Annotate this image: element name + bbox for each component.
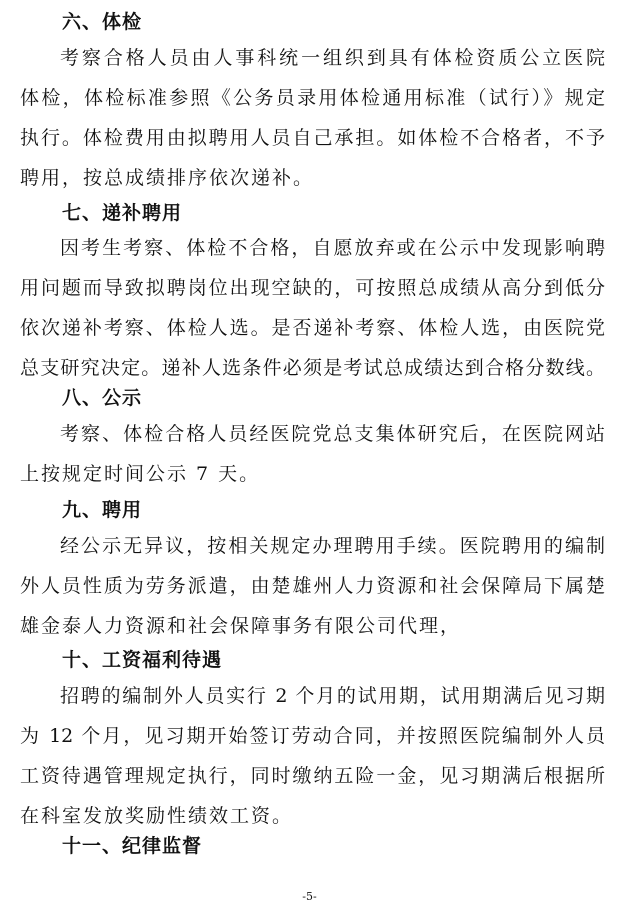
section-body-public-notice: [20, 414, 605, 494]
section-body-employment: [20, 526, 605, 646]
paragraph-line: 考察、体检合格人员经医院党总支集体研究后，在医院网站: [60, 423, 605, 445]
paragraph-line: 总支研究决定。递补人选条件必须是考试总成绩达到合格分数线。: [20, 357, 605, 379]
paragraph-line: 雄金泰人力资源和社会保障事务有限公司代理，: [20, 615, 462, 637]
paragraph-line: 招聘的编制外人员实行 2 个月的试用期，试用期满后见习期: [60, 685, 605, 707]
paragraph-line: 用问题而导致拟聘岗位出现空缺的，可按照总成绩从高分到低分: [20, 277, 605, 299]
paragraph-line: 聘用，按总成绩排序依次递补。: [20, 167, 315, 189]
section-heading-physical-exam: 六、体检: [62, 11, 143, 33]
page-number: -5-: [302, 890, 317, 903]
paragraph-line: 工资待遇管理规定执行，同时缴纳五险一金，见习期满后根据所: [20, 765, 605, 787]
section-heading-discipline-supervision: 十一、纪律监督: [62, 835, 203, 857]
paragraph-line: 依次递补考察、体检人选。是否递补考察、体检人选，由医院党: [20, 317, 605, 339]
section-heading-public-notice: 八、公示: [62, 387, 143, 409]
section-body-substitute-hiring: [20, 228, 605, 388]
paragraph-line: 在科室发放奖励性绩效工资。: [20, 805, 294, 827]
section-heading-employment: 九、聘用: [62, 499, 143, 521]
paragraph-line: 上按规定时间公示 7 天。: [20, 463, 261, 485]
section-heading-salary-benefits: 十、工资福利待遇: [62, 649, 223, 671]
paragraph-line: 为 12 个月，见习期开始签订劳动合同，并按照医院编制外人员: [20, 725, 605, 747]
section-body-salary-benefits: [20, 676, 605, 836]
section-heading-substitute-hiring: 七、递补聘用: [62, 202, 183, 224]
paragraph-line: 执行。体检费用由拟聘用人员自己承担。如体检不合格者，不予: [20, 127, 605, 149]
paragraph-line: 体检，体检标准参照《公务员录用体检通用标准（试行）》规定: [20, 87, 605, 109]
section-body-physical-exam: [20, 38, 605, 198]
paragraph-line: 考察合格人员由人事科统一组织到具有体检资质公立医院: [60, 47, 605, 69]
paragraph-line: 因考生考察、体检不合格，自愿放弃或在公示中发现影响聘: [60, 237, 605, 259]
paragraph-line: 外人员性质为劳务派遣，由楚雄州人力资源和社会保障局下属楚: [20, 575, 605, 597]
paragraph-line: 经公示无异议，按相关规定办理聘用手续。医院聘用的编制: [60, 535, 605, 557]
